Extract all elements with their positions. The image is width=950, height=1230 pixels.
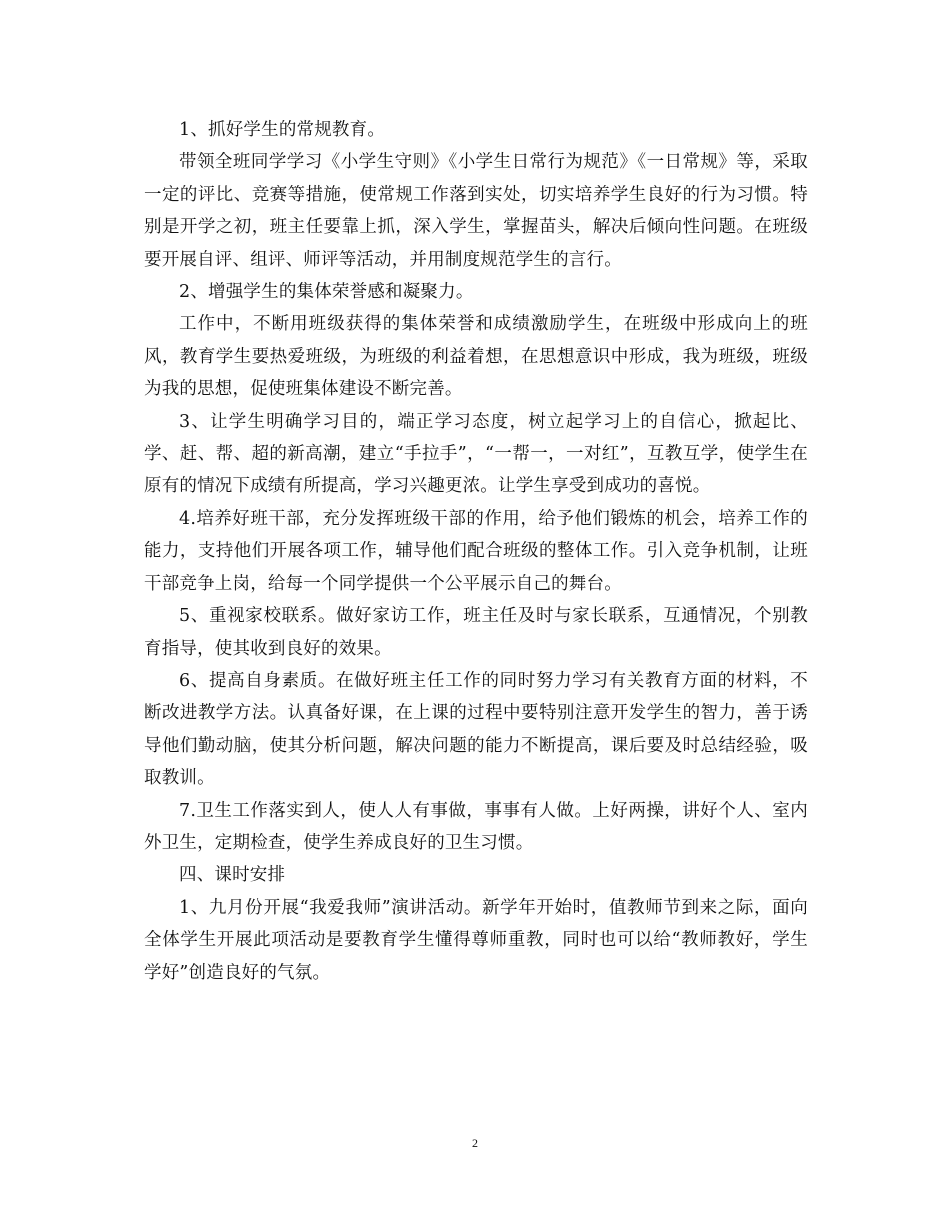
paragraph-2: 带领全班同学学习《小学生守则》《小学生日常行为规范》《一日常规》等，采取一定的评比、竞赛等措施，使常规工作落到实处，切实培养学生良好的行为习惯。特别是开学之初，班主任要靠上抓，深入学生，掌握苗头，解决后倾向性问题。在班级要开展自评、组评、师评等活动，并用制度规范学生的言行。 bbox=[144, 152, 808, 270]
paragraph-3: 2、增强学生的集体荣誉感和凝聚力。 bbox=[179, 282, 474, 303]
paragraph-6: 4.培养好班干部，充分发挥班级干部的作用，给予他们锻炼的机会，培养工作的能力，支持他们开展各项工作，辅导他们配合班级的整体工作。引入竞争机制，让班干部竞争上岗，给每一个同学提供一个公平展示自己的舞台。 bbox=[144, 508, 808, 594]
paragraph-8: 6、提高自身素质。在做好班主任工作的同时努力学习有关教育方面的材料，不断改进教学方法。认真备好课，在上课的过程中要特别注意开发学生的智力，善于诱导他们勤动脑，使其分析问题，解决问题的能力不断提高，课后要及时总结经验，吸取教训。 bbox=[144, 670, 808, 789]
page-number: 2 bbox=[472, 1136, 478, 1150]
paragraph-4: 工作中，不断用班级获得的集体荣誉和成绩激励学生，在班级中形成向上的班风，教育学生要热爱班级，为班级的利益着想，在思想意识中形成，我为班级，班级为我的思想，促使班集体建设不断完善。 bbox=[144, 314, 808, 400]
paragraph-5: 3、让学生明确学习目的，端正学习态度，树立起学习上的自信心，掀起比、学、赶、帮、超的新高潮，建立“手拉手”，“一帮一，一对红”，互教互学，使学生在原有的情况下成绩有所提高，学习兴趣更浓。让学生享受到成功的喜悦。 bbox=[144, 411, 808, 497]
document-body bbox=[144, 114, 808, 989]
paragraph-10: 1、九月份开展“我爱我师”演讲活动。新学年开始时，值教师节到来之际，面向全体学生开展此项活动是要教育学生懂得尊师重教，同时也可以给“教师教好，学生学好”创造良好的气氛。 bbox=[144, 897, 808, 983]
paragraph-1: 1、抓好学生的常规教育。 bbox=[179, 120, 386, 140]
paragraph-7: 5、重视家校联系。做好家访工作，班主任及时与家长联系，互通情况，个别教育指导，使其收到良好的效果。 bbox=[144, 606, 808, 659]
section-heading: 四、课时安排 bbox=[179, 865, 286, 886]
paragraph-9: 7.卫生工作落实到人，使人人有事做，事事有人做。上好两操，讲好个人、室内外卫生，定期检查，使学生养成良好的卫生习惯。 bbox=[144, 800, 808, 853]
